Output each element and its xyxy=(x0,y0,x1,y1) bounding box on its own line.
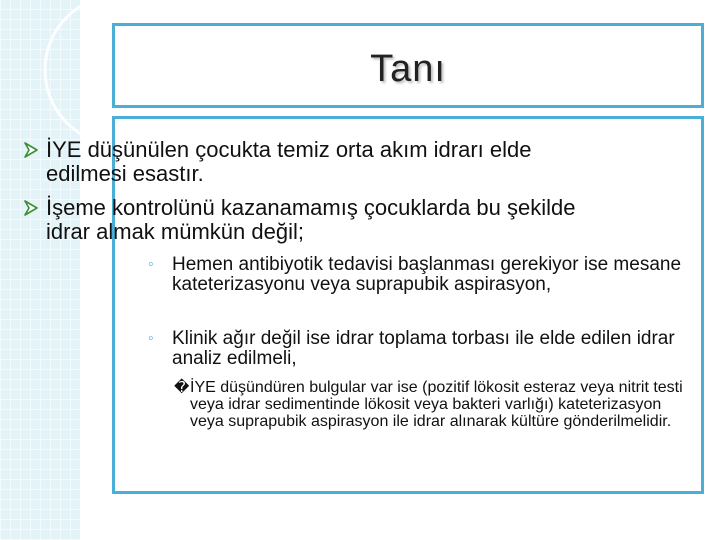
slide-title: Tanı xyxy=(370,48,446,90)
bullet-text: İYE düşünülen çocukta temiz orta akım idrarı elde edilmesi esastır. xyxy=(46,137,532,186)
bullet-text: İşeme kontrolünü kazanamamış çocuklarda bu şekilde idrar almak mümkün değil; xyxy=(46,195,576,244)
arrow-bullet-icon xyxy=(24,200,38,216)
title-box xyxy=(112,23,704,108)
sub-bullet-text: Klinik ağır değil ise idrar toplama torbası ile elde edilen idrar analiz edilmeli, xyxy=(172,328,675,369)
sub-sub-bullet-marker: � xyxy=(174,379,190,396)
sub-bullet-text: Hemen antibiyotik tedavisi başlanması gerekiyor ise mesane kateterizasyonu veya suprapubik aspirasyon, xyxy=(172,254,682,295)
sub-bullet-marker: ◦ xyxy=(148,256,154,273)
arrow-bullet-icon xyxy=(24,142,38,158)
sub-bullet-marker: ◦ xyxy=(148,330,154,347)
sub-sub-bullet-text: İYE düşündüren bulgular var ise (pozitif lökosit esteraz veya nitrit testi veya idrar sedimentinde lökosit veya bakteri varlığı) kateterizasyon veya suprapubik aspirasyon ile idrar alınarak kültüre gönderilmelidir. xyxy=(190,379,683,430)
